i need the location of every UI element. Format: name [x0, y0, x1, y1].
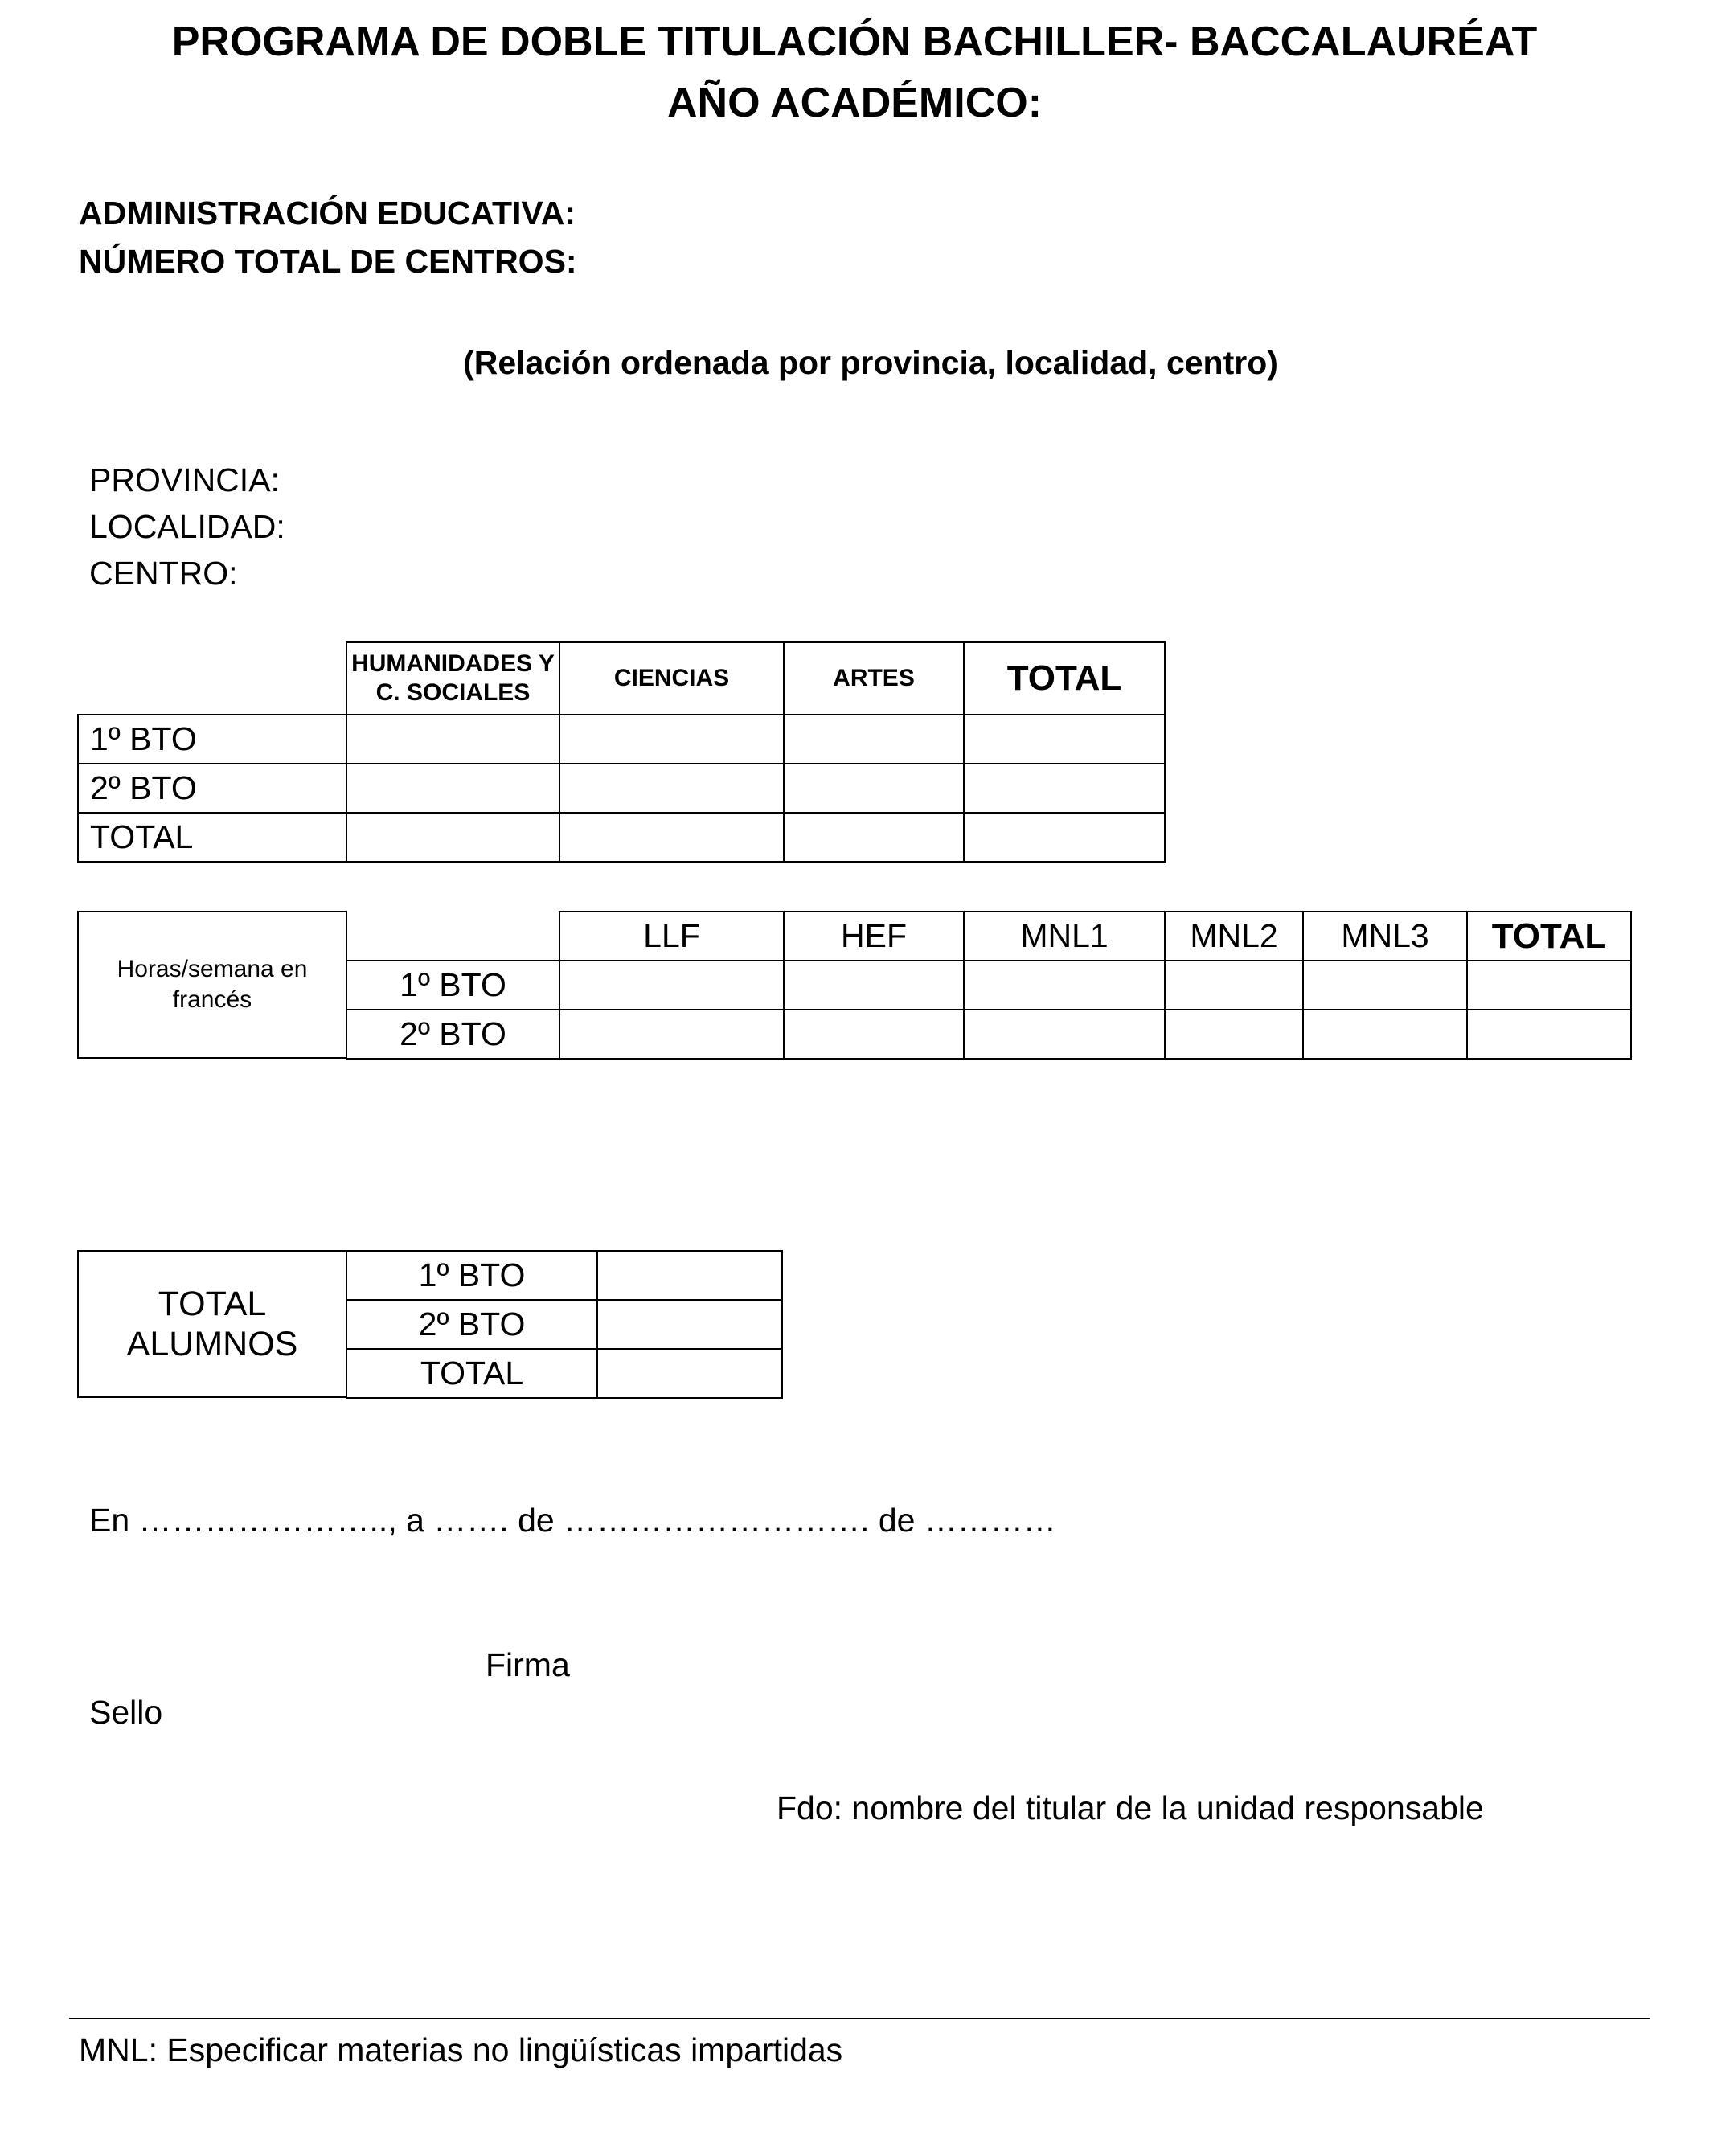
- total-alumnos-label: TOTAL ALUMNOS: [77, 1250, 347, 1398]
- numero-centros-label: NÚMERO TOTAL DE CENTROS:: [79, 243, 577, 280]
- footnote-divider: [69, 2018, 1650, 2019]
- cell-alumnos-1bto[interactable]: [596, 1250, 783, 1301]
- localidad-label: LOCALIDAD:: [89, 508, 285, 545]
- header-llf: LLF: [559, 911, 785, 961]
- cell-1bto-ciencias[interactable]: [559, 714, 785, 764]
- centro-label: CENTRO:: [89, 555, 238, 592]
- place-date-line: En ………………….., a ……. de ………………………. de …………: [89, 1502, 1056, 1539]
- cell-total-ciencias[interactable]: [559, 812, 785, 863]
- cell-2bto-ciencias[interactable]: [559, 763, 785, 814]
- cell-total-total[interactable]: [963, 812, 1166, 863]
- cell-2bto-total[interactable]: [963, 763, 1166, 814]
- administracion-label: ADMINISTRACIÓN EDUCATIVA:: [79, 195, 576, 232]
- alumnos-row-total: TOTAL: [346, 1348, 598, 1399]
- horas-row-2bto: 2º BTO: [346, 1009, 560, 1060]
- header-total: TOTAL: [963, 641, 1166, 715]
- cell-horas-2bto-mnl1[interactable]: [963, 1009, 1166, 1060]
- cell-horas-1bto-llf[interactable]: [559, 960, 785, 1010]
- cell-horas-2bto-mnl2[interactable]: [1164, 1009, 1304, 1060]
- header-humanidades: HUMANIDADES Y C. SOCIALES: [346, 641, 560, 715]
- cell-horas-2bto-mnl3[interactable]: [1302, 1009, 1468, 1060]
- horas-row-1bto: 1º BTO: [346, 960, 560, 1010]
- alumnos-row-2bto: 2º BTO: [346, 1299, 598, 1350]
- cell-horas-1bto-mnl3[interactable]: [1302, 960, 1468, 1010]
- header-horas-total: TOTAL: [1466, 911, 1632, 961]
- document-title: PROGRAMA DE DOBLE TITULACIÓN BACHILLER- BACCALAURÉAT: [171, 18, 1538, 65]
- row-label-total: TOTAL: [77, 812, 347, 863]
- relacion-note: (Relación ordenada por provincia, localidad, centro): [463, 344, 1278, 381]
- header-mnl2: MNL2: [1164, 911, 1304, 961]
- cell-2bto-artes[interactable]: [783, 763, 965, 814]
- header-mnl1: MNL1: [963, 911, 1166, 961]
- header-hef: HEF: [783, 911, 965, 961]
- horas-corner-empty: [346, 911, 560, 961]
- row-label-2bto: 2º BTO: [77, 763, 347, 814]
- academic-year-label: AÑO ACADÉMICO:: [666, 80, 1043, 126]
- cell-horas-2bto-llf[interactable]: [559, 1009, 785, 1060]
- horas-semana-label: Horas/semana en francés: [77, 911, 347, 1059]
- cell-horas-1bto-hef[interactable]: [783, 960, 965, 1010]
- sello-label: Sello: [89, 1694, 163, 1731]
- header-mnl3: MNL3: [1302, 911, 1468, 961]
- cell-1bto-total[interactable]: [963, 714, 1166, 764]
- cell-total-humanidades[interactable]: [346, 812, 560, 863]
- alumnos-row-1bto: 1º BTO: [346, 1250, 598, 1301]
- firma-label: Firma: [486, 1646, 570, 1683]
- provincia-label: PROVINCIA:: [89, 461, 280, 498]
- cell-1bto-artes[interactable]: [783, 714, 965, 764]
- cell-horas-2bto-total[interactable]: [1466, 1009, 1632, 1060]
- cell-horas-1bto-total[interactable]: [1466, 960, 1632, 1010]
- cell-alumnos-2bto[interactable]: [596, 1299, 783, 1350]
- fdo-label: Fdo: nombre del titular de la unidad responsable: [777, 1789, 1484, 1826]
- row-label-1bto: 1º BTO: [77, 714, 347, 764]
- cell-horas-1bto-mnl2[interactable]: [1164, 960, 1304, 1010]
- header-artes: ARTES: [783, 641, 965, 715]
- cell-horas-1bto-mnl1[interactable]: [963, 960, 1166, 1010]
- cell-2bto-humanidades[interactable]: [346, 763, 560, 814]
- cell-horas-2bto-hef[interactable]: [783, 1009, 965, 1060]
- cell-alumnos-total[interactable]: [596, 1348, 783, 1399]
- cell-total-artes[interactable]: [783, 812, 965, 863]
- footnote: MNL: Especificar materias no lingüísticas impartidas: [79, 2031, 843, 2068]
- cell-1bto-humanidades[interactable]: [346, 714, 560, 764]
- header-ciencias: CIENCIAS: [559, 641, 785, 715]
